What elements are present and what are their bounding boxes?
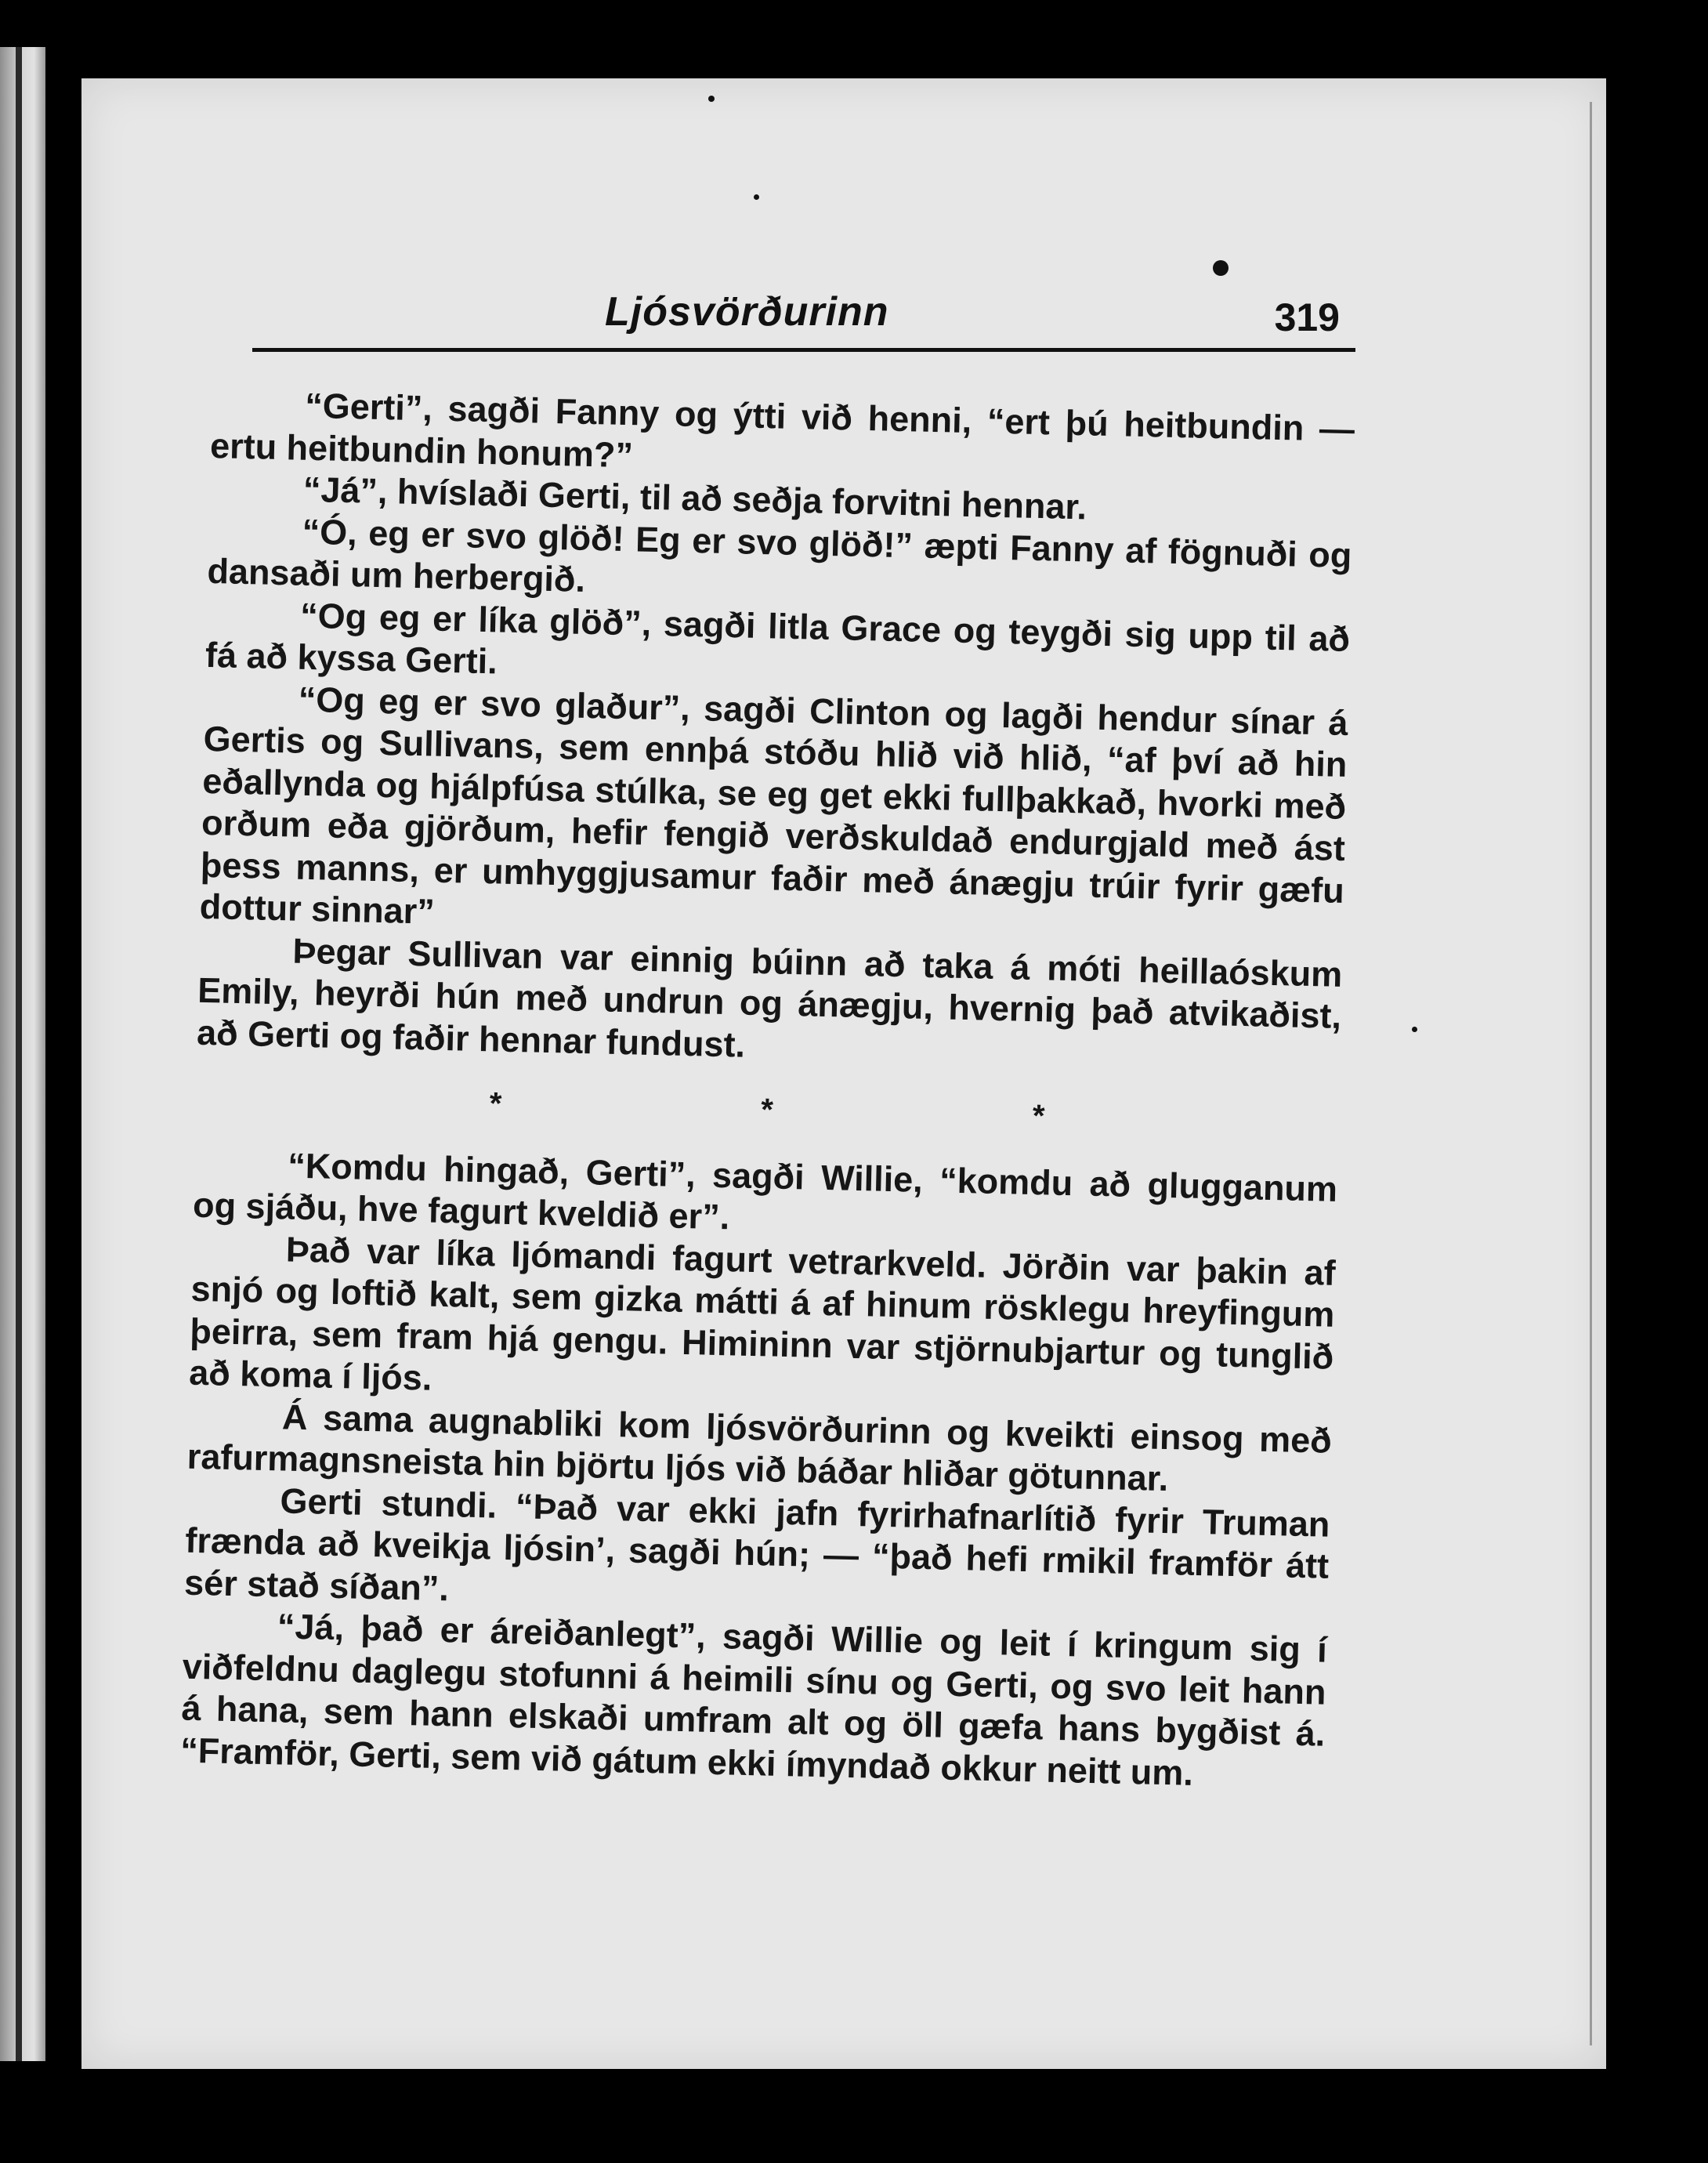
paragraph: “Gerti”, sagði Fanny og ýtti við henni, “ert þú heitbundin — ertu heitbundin honum?” <box>209 385 1355 475</box>
paragraph: Á sama augnabliki kom ljósvörðurinn og kveikti einsog með rafurmagnsneista hin björtu ljós við báðar hliðar götunnar. <box>186 1396 1333 1499</box>
header-rule <box>252 348 1355 352</box>
paragraph: Það var líka ljómandi fagurt vetrarkveld. Jörðin var þakin af snjó og loftið kalt, sem gizka mátti á af hinum rösklegu hreyfingum þeirra, sem fram hjá gengu. Himininn var stjörnubjartur og tunglið að koma í ljós. <box>188 1228 1337 1398</box>
page-header <box>252 274 1355 353</box>
previous-page-edge <box>0 47 45 2061</box>
paragraph: “Já, það er áreiðanlegt”, sagði Willie og leit í kringum sig í viðfeldnu daglegu stofunni á heimili sínu og Gerti, og svo leit hann á hana, sem hann elskaði umfram alt og öll gæfa hans bygðist á. “Framför, Gerti, sem við gátum ekki ímyndað okkur neitt um. <box>179 1606 1328 1793</box>
paragraph: “Komdu hingað, Gerti”, sagði Willie, “komdu að glugganum og sjáðu, hve fagurt kveldið er”. <box>192 1144 1338 1237</box>
paragraph: Þegar Sullivan var einnig búinn að taka á móti heillaóskum Emily, heyrði hún með undrun og ánægju, hvernig það atvikaðist, að Gerti og faðir hennar fundust. <box>196 930 1343 1065</box>
page-number: 319 <box>1274 295 1340 339</box>
page-edge-line <box>1590 102 1592 2045</box>
paragraph: “Já”, hvíslaði Gerti, til að seðja forvitni hennar. <box>302 469 1087 527</box>
speck-mark <box>754 194 759 200</box>
paragraph: “Og eg er svo glaður”, sagði Clinton og lagði hendur sínar á Gertis og Sullivans, sem ennþá stóðu hlið við hlið, “af því að hin eðallynda og hjálpfúsa stúlka, se eg get ekki fullþakkað, hvorki með orðum eða gjörðum, hefir fengið verðskuldað endurgjald með ást þess manns, er umhyggjusamur faðir með ánægju trúir fyrir gæfu dottur sinnar” <box>199 679 1349 932</box>
paragraph: Gerti stundi. “Það var ekki jafn fyrirhafnarlítið fyrir Truman frænda að kveikja ljósin’, sagði hún; — “það hefi rmikil framför átt sér stað síðan”. <box>183 1480 1330 1608</box>
speck-mark <box>1213 260 1229 276</box>
speck-mark <box>1412 1027 1417 1032</box>
body-text <box>180 382 1355 1797</box>
section-break: * * * <box>489 1086 1171 1136</box>
book-spine <box>16 47 22 2061</box>
speck-mark <box>708 96 715 102</box>
paragraph: “Ó, eg er svo glöð! Eg er svo glöð!” æpti Fanny af fögnuði og dansaði um herbergið. <box>206 511 1352 600</box>
running-title: Ljósvörðurinn <box>605 289 889 335</box>
paragraph: “Og eg er líka glöð”, sagði litla Grace og teygði sig upp til að fá að kyssa Gerti. <box>204 595 1351 682</box>
